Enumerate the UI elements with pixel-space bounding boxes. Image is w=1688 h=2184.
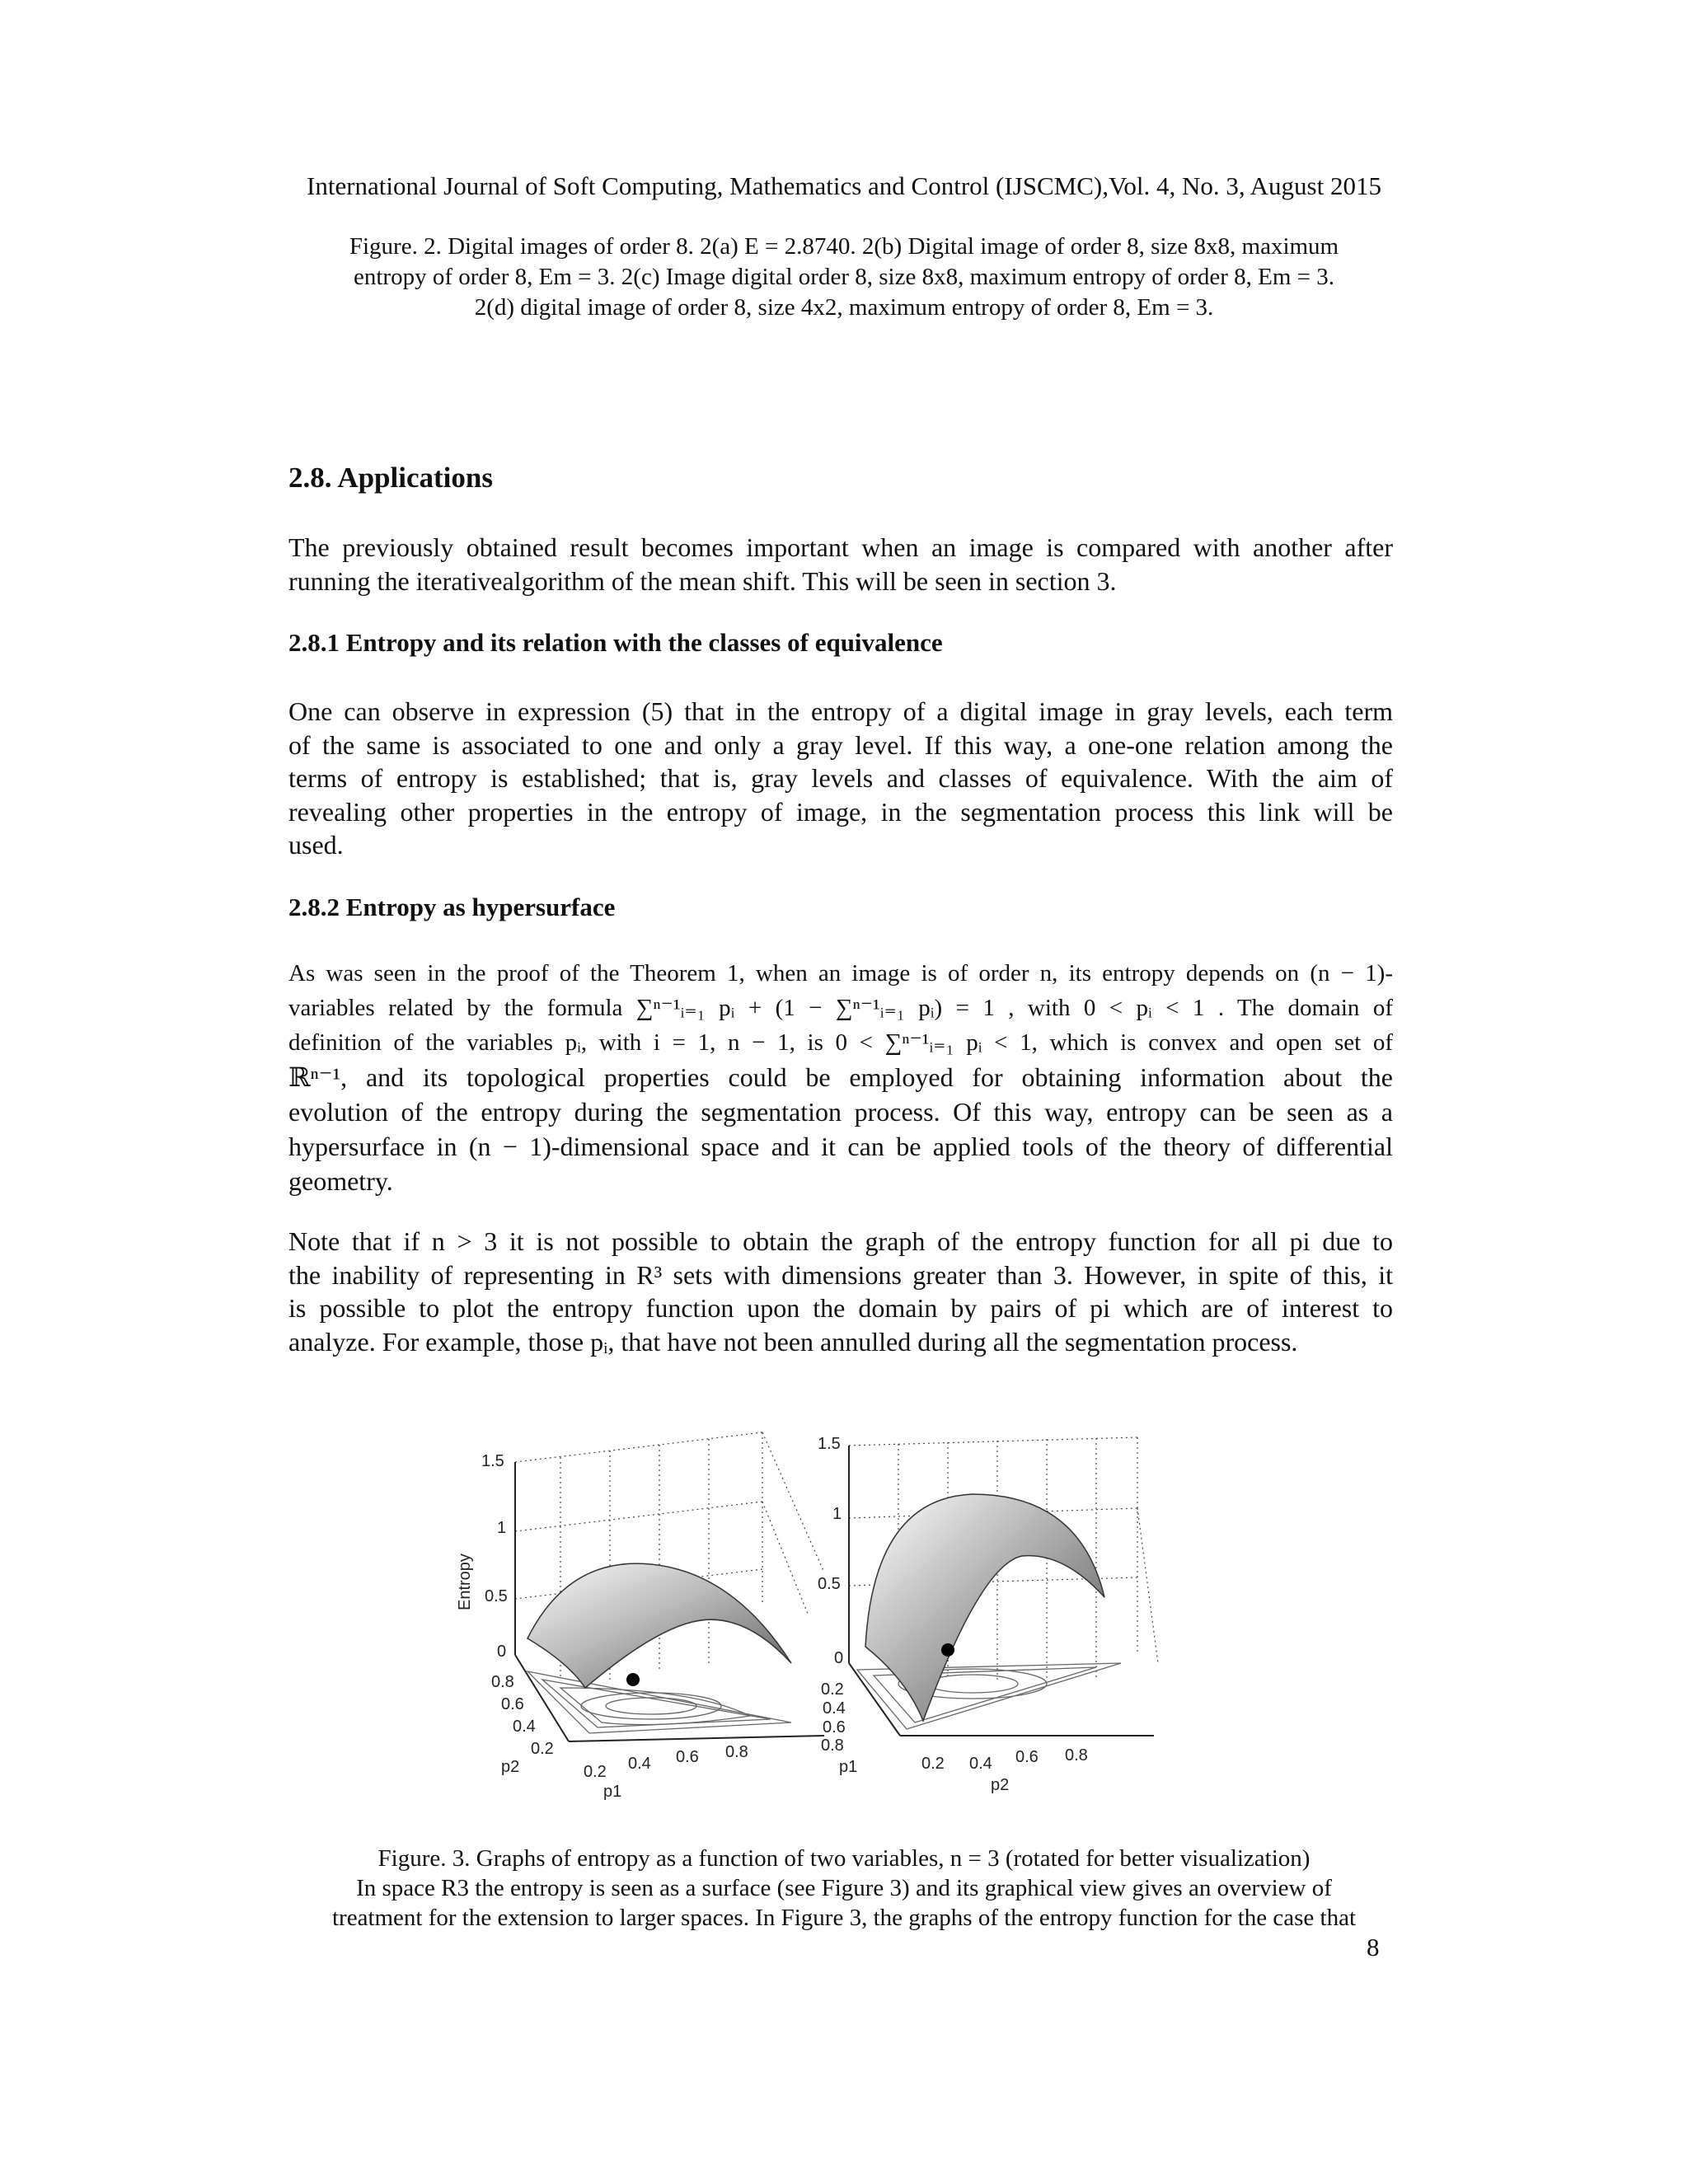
left-ytick: 0.2 <box>531 1740 554 1758</box>
figure2-caption-line: entropy of order 8, Em = 3. 2(c) Image digital order 8, size 8x8, maximum entropy of order 8, Em = 3. <box>354 264 1334 290</box>
right-entropy-surface <box>865 1494 1104 1721</box>
left-ztick: 0 <box>497 1643 507 1661</box>
paragraph-applications <box>288 531 1393 598</box>
paragraph-equivalence <box>288 695 1393 862</box>
paragraph-note <box>288 1225 1393 1358</box>
page-number: 8 <box>1367 1933 1380 1961</box>
right-ztick: 1.5 <box>818 1435 841 1453</box>
text-line: variables related by the formula ∑ⁿ⁻¹ᵢ₌₁ pᵢ + (1 − ∑ⁿ⁻¹ᵢ₌₁ pᵢ) = 1 , with 0 < pᵢ < 1 . The domain of <box>288 995 1393 1021</box>
text-line: the inability of representing in R³ sets with dimensions greater than 3. However, in spite of this, it <box>288 1259 1393 1290</box>
left-plot <box>456 1432 824 1801</box>
left-contours <box>528 1671 791 1733</box>
right-ytick: 0.8 <box>821 1736 844 1755</box>
right-ylabel: p1 <box>839 1758 858 1776</box>
text-line: hypersurface in (n − 1)-dimensional space and it can be applied tools of the theory of differential <box>288 1132 1393 1161</box>
left-xtick: 0.6 <box>676 1748 699 1766</box>
figure3-caption-line: treatment for the extension to larger spaces. In Figure 3, the graphs of the entropy function for the case that <box>331 1905 1357 1931</box>
left-ylabel: p2 <box>501 1758 520 1776</box>
left-ytick: 0.6 <box>501 1695 524 1713</box>
text-line: definition of the variables pᵢ, with i = 1, n − 1, is 0 < ∑ⁿ⁻¹ᵢ₌₁ pᵢ < 1, which is convex and open set of <box>288 1029 1393 1056</box>
figure3-caption-line: In space R3 the entropy is seen as a surface (see Figure 3) and its graphical view gives an overview of <box>356 1875 1332 1901</box>
right-marker-point <box>941 1643 954 1657</box>
left-xtick: 0.8 <box>725 1743 748 1761</box>
paragraph-hypersurface <box>288 956 1393 1198</box>
text-line: running the iterativealgorithm of the mean shift. This will be seen in section 3. <box>288 565 1117 596</box>
text-line: terms of entropy is established; that is, gray levels and classes of equivalence. With the aim of <box>288 763 1393 793</box>
left-xtick: 0.4 <box>628 1755 651 1773</box>
text-line: The previously obtained result becomes important when an image is compared with another after <box>288 532 1393 562</box>
section-heading-applications: 2.8. Applications <box>288 462 493 494</box>
figure3-caption-line: Figure. 3. Graphs of entropy as a function of two variables, n = 3 (rotated for better visualization) <box>377 1845 1311 1872</box>
text-line: revealing other properties in the entropy of image, in the segmentation process this link will be <box>288 796 1393 827</box>
left-marker-point <box>626 1673 640 1686</box>
text-line: used. <box>288 830 344 860</box>
left-ztick: 1.5 <box>481 1452 504 1470</box>
subsection-heading-hypersurface: 2.8.2 Entropy as hypersurface <box>288 893 616 921</box>
right-ztick: 1 <box>832 1505 842 1523</box>
text-line: One can observe in expression (5) that in the entropy of a digital image in gray levels, each term <box>288 696 1393 726</box>
text-line: Note that if n > 3 it is not possible to obtain the graph of the entropy function for all pi due to <box>288 1226 1393 1256</box>
text-line: of the same is associated to one and only a gray level. If this way, a one-one relation among the <box>288 729 1393 760</box>
figure2-caption <box>0 232 1688 323</box>
right-ytick: 0.2 <box>821 1680 844 1699</box>
running-header: International Journal of Soft Computing, Mathematics and Control (IJSCMC),Vol. 4, No. 3, August 2015 <box>307 171 1381 200</box>
right-xtick: 0.6 <box>1015 1748 1039 1766</box>
left-xtick: 0.2 <box>584 1763 607 1781</box>
right-ztick: 0 <box>834 1649 844 1667</box>
left-ztick: 0.5 <box>485 1587 508 1605</box>
right-plot <box>818 1435 1158 1794</box>
subsection-heading-equivalence: 2.8.1 Entropy and its relation with the classes of equivalence <box>288 628 943 657</box>
right-ztick: 0.5 <box>818 1575 841 1593</box>
text-line: As was seen in the proof of the Theorem 1, when an image is of order n, its entropy depends on (n − 1)- <box>288 960 1393 987</box>
figure2-caption-line: Figure. 2. Digital images of order 8. 2(a) E = 2.8740. 2(b) Digital image of order 8, size 8x8, maximum <box>349 233 1339 260</box>
right-ytick: 0.4 <box>823 1699 846 1718</box>
figure2-caption-line: 2(d) digital image of order 8, size 4x2, maximum entropy of order 8, Em = 3. <box>474 294 1214 321</box>
right-ytick: 0.6 <box>823 1718 846 1736</box>
left-xlabel: p1 <box>603 1783 622 1801</box>
text-line: ℝⁿ⁻¹, and its topological properties could be employed for obtaining information about the <box>288 1062 1393 1092</box>
right-xtick: 0.4 <box>969 1755 992 1773</box>
left-ytick: 0.4 <box>513 1718 536 1736</box>
text-line: geometry. <box>288 1166 393 1196</box>
figure3-caption <box>0 1844 1688 1933</box>
right-xtick: 0.2 <box>921 1755 945 1773</box>
text-line: analyze. For example, those pᵢ, that have not been annulled during all the segmentation process. <box>288 1326 1298 1357</box>
right-xlabel: p2 <box>991 1776 1010 1794</box>
left-ytick: 0.8 <box>491 1673 514 1691</box>
figure3-entropy-plots <box>445 1416 1187 1844</box>
left-ztick: 1 <box>497 1519 507 1537</box>
right-xtick: 0.8 <box>1065 1746 1088 1765</box>
text-line: evolution of the entropy during the segmentation process. Of this way, entropy can be seen as a <box>288 1097 1393 1127</box>
left-zlabel: Entropy <box>456 1554 474 1610</box>
text-line: is possible to plot the entropy function upon the domain by pairs of pi which are of interest to <box>288 1293 1393 1323</box>
left-entropy-surface <box>528 1563 791 1688</box>
